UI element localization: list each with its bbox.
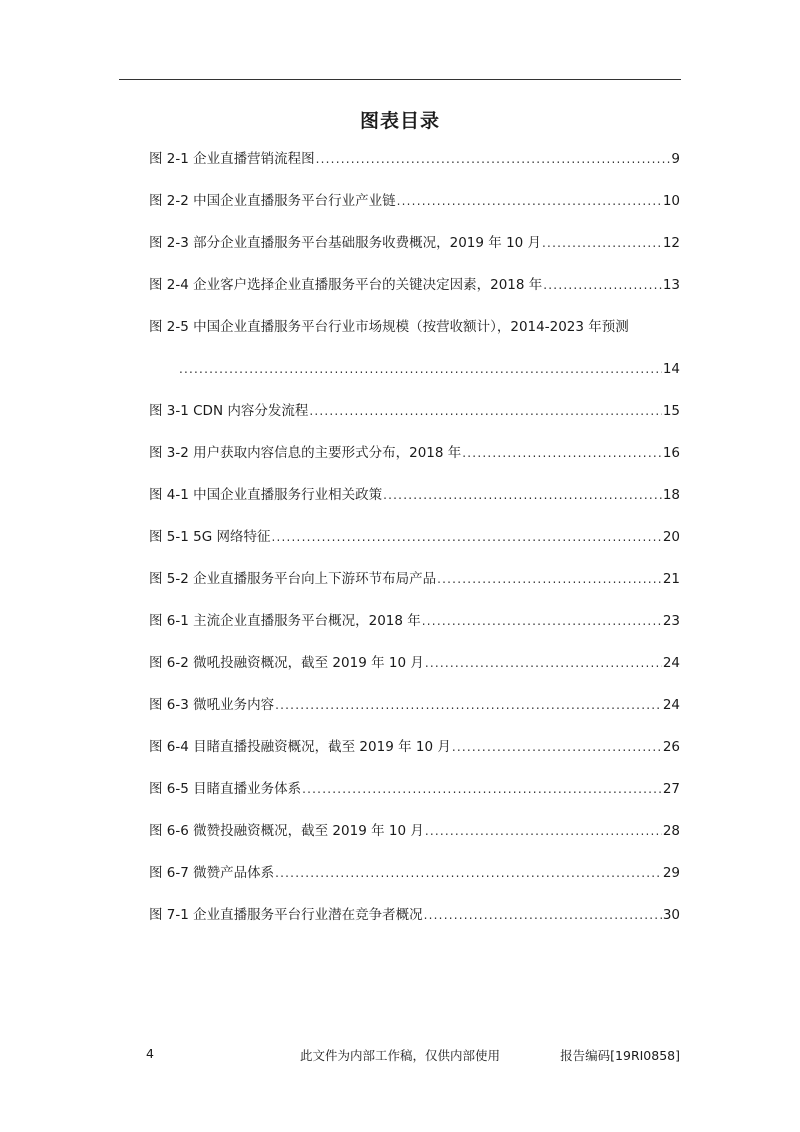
footer-notice: 此文件为内部工作稿，仅供内部使用 — [299, 1048, 500, 1063]
toc-entry-label: 图 2-3 部分企业直播服务平台基础服务收费概况，2019 年 10 月 — [149, 235, 542, 251]
toc-entry-label: 图 3-2 用户获取内容信息的主要形式分布，2018 年 — [149, 445, 462, 461]
toc-entry-page: 10 — [662, 193, 680, 209]
footer-page-number: 4 — [146, 1046, 154, 1061]
toc-entry[interactable] — [149, 316, 680, 358]
toc-entry-label: 图 5-2 企业直播服务平台向上下游环节布局产品 — [149, 571, 437, 587]
toc-entry-page: 16 — [662, 445, 680, 461]
dot-leader — [424, 904, 662, 926]
toc-entry-label: 图 6-6 微赞投融资概况，截至 2019 年 10 月 — [149, 823, 424, 839]
toc-entry-page: 24 — [662, 697, 680, 713]
header-rule — [119, 79, 681, 80]
toc-entry-continuation[interactable] — [149, 358, 680, 400]
page-title: 图表目录 — [359, 110, 440, 132]
toc-entry[interactable] — [149, 274, 680, 316]
toc-entry-page: 15 — [662, 403, 680, 419]
toc-entry[interactable] — [149, 484, 680, 526]
dot-leader — [542, 232, 662, 254]
toc-entry[interactable] — [149, 400, 680, 442]
toc-entry[interactable] — [149, 820, 680, 862]
toc-entry-label: 图 2-5 中国企业直播服务平台行业市场规模（按营收额计），2014-2023 年预测 — [149, 319, 629, 335]
toc-entry[interactable] — [149, 526, 680, 568]
toc-entry-page: 28 — [662, 823, 680, 839]
dot-leader — [383, 484, 662, 506]
toc-entry-page: 14 — [662, 361, 680, 377]
figure-list — [149, 148, 680, 946]
toc-entry[interactable] — [149, 862, 680, 904]
toc-entry-page: 20 — [662, 529, 680, 545]
toc-entry-page: 13 — [662, 277, 680, 293]
toc-entry-page: 21 — [662, 571, 680, 587]
toc-entry-page: 30 — [662, 907, 680, 923]
toc-entry-label: 图 6-5 目睹直播业务体系 — [149, 781, 302, 797]
toc-entry[interactable] — [149, 694, 680, 736]
toc-entry-label: 图 6-7 微赞产品体系 — [149, 865, 275, 881]
toc-entry[interactable] — [149, 190, 680, 232]
toc-entry-page: 27 — [662, 781, 680, 797]
dot-leader — [275, 862, 662, 884]
toc-entry[interactable] — [149, 904, 680, 946]
dot-leader — [422, 610, 662, 632]
toc-entry-label: 图 2-2 中国企业直播服务平台行业产业链 — [149, 193, 396, 209]
footer-report-code: 报告编码[19RI0858] — [560, 1048, 680, 1063]
toc-entry-page: 9 — [671, 151, 680, 167]
dot-leader — [452, 736, 662, 758]
toc-entry-page: 24 — [662, 655, 680, 671]
dot-leader — [462, 442, 662, 464]
toc-entry[interactable] — [149, 232, 680, 274]
dot-leader — [397, 190, 662, 212]
toc-entry-label: 图 2-4 企业客户选择企业直播服务平台的关键决定因素，2018 年 — [149, 277, 543, 293]
toc-entry-label: 图 3-1 CDN 内容分发流程 — [149, 403, 309, 419]
toc-entry-label: 图 6-1 主流企业直播服务平台概况，2018 年 — [149, 613, 421, 629]
dot-leader — [316, 148, 671, 170]
toc-entry-page: 26 — [662, 739, 680, 755]
toc-entry-label: 图 6-2 微吼投融资概况，截至 2019 年 10 月 — [149, 655, 424, 671]
toc-entry-label: 图 5-1 5G 网络特征 — [149, 529, 271, 545]
dot-leader — [425, 820, 662, 842]
dot-leader — [437, 568, 662, 590]
toc-entry-page: 23 — [662, 613, 680, 629]
toc-entry[interactable] — [149, 148, 680, 190]
dot-leader — [309, 400, 661, 422]
toc-entry[interactable] — [149, 610, 680, 652]
toc-entry[interactable] — [149, 736, 680, 778]
dot-leader — [179, 358, 662, 380]
dot-leader — [543, 274, 662, 296]
toc-entry[interactable] — [149, 442, 680, 484]
toc-entry[interactable] — [149, 652, 680, 694]
toc-entry-label: 图 4-1 中国企业直播服务行业相关政策 — [149, 487, 383, 503]
toc-entry-label: 图 6-3 微吼业务内容 — [149, 697, 275, 713]
toc-entry[interactable] — [149, 778, 680, 820]
toc-entry-label: 图 2-1 企业直播营销流程图 — [149, 151, 315, 167]
toc-entry-page: 12 — [662, 235, 680, 251]
toc-entry-page: 29 — [662, 865, 680, 881]
toc-entry-label: 图 6-4 目睹直播投融资概况，截至 2019 年 10 月 — [149, 739, 451, 755]
dot-leader — [425, 652, 662, 674]
dot-leader — [275, 694, 662, 716]
toc-entry-label: 图 7-1 企业直播服务平台行业潜在竞争者概况 — [149, 907, 423, 923]
dot-leader — [271, 526, 661, 548]
toc-entry-page: 18 — [662, 487, 680, 503]
toc-entry[interactable] — [149, 568, 680, 610]
dot-leader — [302, 778, 662, 800]
